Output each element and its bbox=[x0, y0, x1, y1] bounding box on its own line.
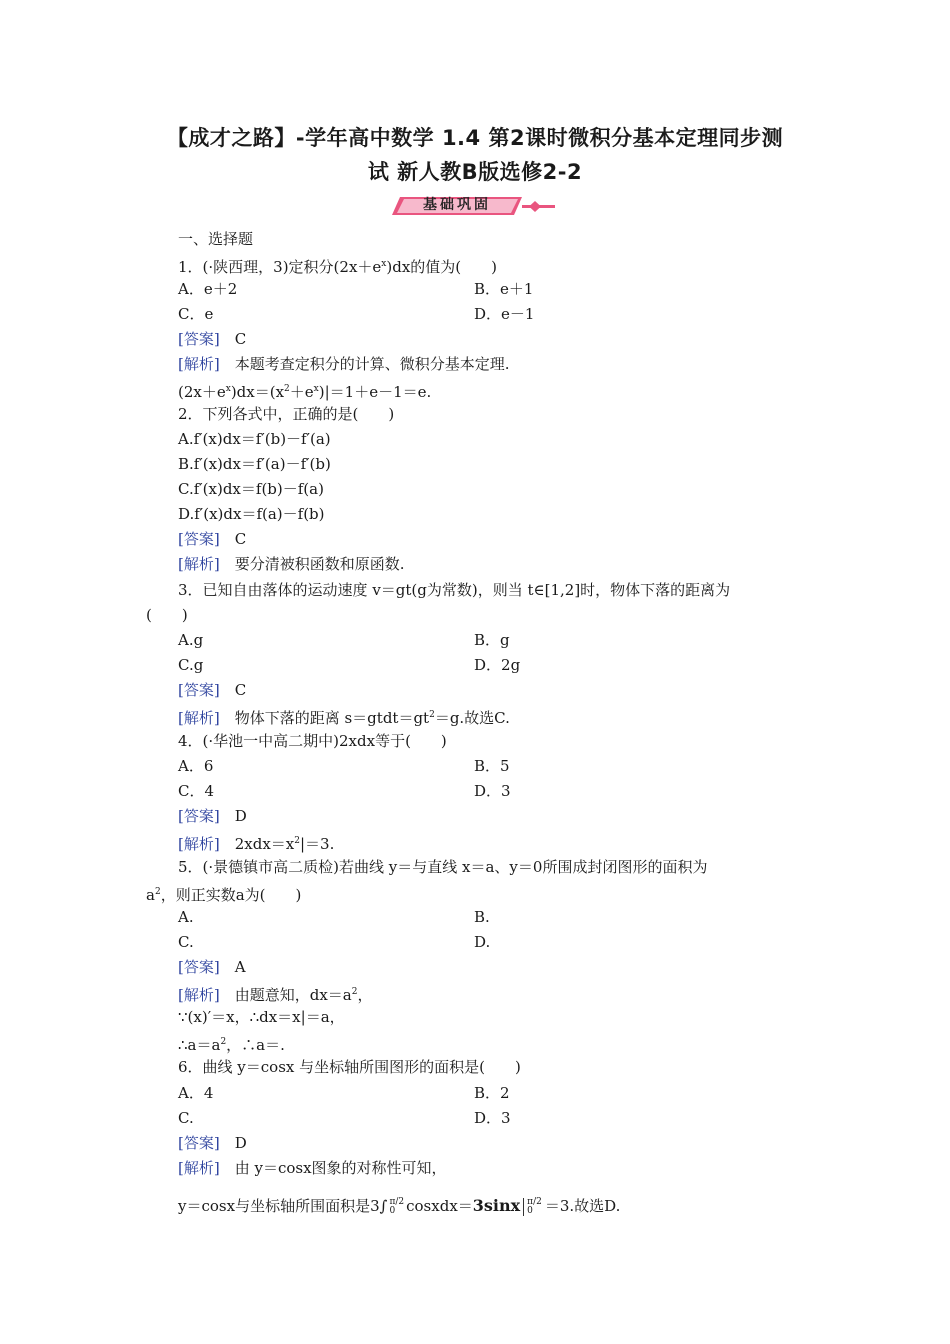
analysis-label: [解析] bbox=[178, 835, 220, 853]
text-line: [答案] A bbox=[178, 958, 246, 976]
answer-label: [答案] bbox=[178, 958, 220, 976]
text-line: B. bbox=[474, 908, 490, 926]
document-title-line2: 试 新人教B版选修2-2 bbox=[367, 160, 583, 184]
text-line: B．g bbox=[474, 631, 510, 649]
text-line: [解析] 本题考查定积分的计算、微积分基本定理. bbox=[178, 355, 510, 373]
text-line: $a^2$，则正实数a为( ) bbox=[146, 886, 302, 904]
text-line: A．4 bbox=[178, 1084, 214, 1102]
text-line: [解析] 由题意知，$dx=a^2$， bbox=[178, 986, 373, 1004]
text-line: 一、选择题 bbox=[178, 230, 254, 248]
answer-label: [答案] bbox=[178, 1134, 220, 1152]
text-line: 3．已知自由落体的运动速度 v＝gt(g为常数)，则当 t∈[1,2]时，物体下落的距离为 bbox=[178, 581, 731, 599]
text-line: 6．曲线 y＝cosx 与坐标轴所围图形的面积是( ) bbox=[178, 1058, 521, 1076]
text-line: [答案] D bbox=[178, 1134, 247, 1152]
text-line: B.f′(x)dx＝f′(a)－f′(b) bbox=[178, 455, 331, 473]
text-line: [解析] $2xdx=x^2|=3$. bbox=[178, 835, 335, 853]
text-line: B．e＋1 bbox=[474, 280, 534, 298]
answer-label: [答案] bbox=[178, 330, 220, 348]
text-line: ( ) bbox=[146, 606, 188, 624]
text-line: C. bbox=[178, 1109, 194, 1127]
last-solution-line: y＝cosx与坐标轴所围面积是3∫ π/2 0 cosxdx＝3sinx π/2 0 ＝3.故选D. bbox=[178, 1196, 621, 1216]
text-line: B．5 bbox=[474, 757, 510, 775]
text-line: 2．下列各式中，正确的是( ) bbox=[178, 405, 395, 423]
text-line: C. bbox=[178, 933, 194, 951]
text-line: [解析] 物体下落的距离 $s=gtdt=gt^2=g$.故选C. bbox=[178, 709, 510, 727]
text-line: $\therefore a=a^2$，∴a＝. bbox=[178, 1036, 285, 1054]
text-line: A.g bbox=[178, 631, 204, 649]
text-line: C．4 bbox=[178, 782, 215, 800]
text-line: D．e－1 bbox=[474, 305, 535, 323]
text-line: D．3 bbox=[474, 1109, 511, 1127]
analysis-label: [解析] bbox=[178, 986, 220, 1004]
text-line: A．6 bbox=[178, 757, 214, 775]
text-line: D. bbox=[474, 933, 491, 951]
text-line: [解析] 由 y＝cosx图象的对称性可知， bbox=[178, 1159, 447, 1177]
text-line: D．2g bbox=[474, 656, 521, 674]
text-line: $(2x+e^x)dx=(x^2+e^x)|=1+e-1=e$. bbox=[178, 383, 432, 401]
text-line: [答案] C bbox=[178, 330, 247, 348]
text-line: C.f′(x)dx＝f(b)－f(a) bbox=[178, 480, 324, 498]
analysis-label: [解析] bbox=[178, 555, 220, 573]
analysis-label: [解析] bbox=[178, 709, 220, 727]
text-line: [答案] C bbox=[178, 530, 247, 548]
text-line: D.f′(x)dx＝f(a)－f(b) bbox=[178, 505, 325, 523]
document-title-line1: 【成才之路】-学年高中数学 1.4 第2课时微积分基本定理同步测 bbox=[166, 126, 784, 150]
answer-label: [答案] bbox=[178, 681, 220, 699]
text-line: D．3 bbox=[474, 782, 511, 800]
section-banner bbox=[392, 196, 557, 216]
text-line: A. bbox=[178, 908, 194, 926]
text-line: ∵(x)′＝x，∴dx＝x|＝a， bbox=[178, 1008, 345, 1026]
text-line: [解析] 要分清被积函数和原函数. bbox=[178, 555, 405, 573]
text-line: A．e＋2 bbox=[178, 280, 238, 298]
text-line: C．e bbox=[178, 305, 214, 323]
text-line: 4．(·华池一中高二期中)2xdx等于( ) bbox=[178, 732, 447, 750]
analysis-label: [解析] bbox=[178, 1159, 220, 1177]
text-line: B．2 bbox=[474, 1084, 510, 1102]
answer-label: [答案] bbox=[178, 807, 220, 825]
text-line: 1．(·陕西理，3)定积分$(2x+e^x)dx$的值为( ) bbox=[178, 258, 497, 276]
text-line: 5．(·景德镇市高二质检)若曲线 y＝与直线 x＝a、y＝0所围成封闭图形的面积为 bbox=[178, 858, 708, 876]
text-line: [答案] C bbox=[178, 681, 247, 699]
answer-label: [答案] bbox=[178, 530, 220, 548]
section-badge-text: 基础巩固 bbox=[423, 197, 491, 213]
analysis-label: [解析] bbox=[178, 355, 220, 373]
text-line: [答案] D bbox=[178, 807, 247, 825]
text-line: A.f′(x)dx＝f′(b)－f′(a) bbox=[178, 430, 331, 448]
text-line: C.g bbox=[178, 656, 204, 674]
